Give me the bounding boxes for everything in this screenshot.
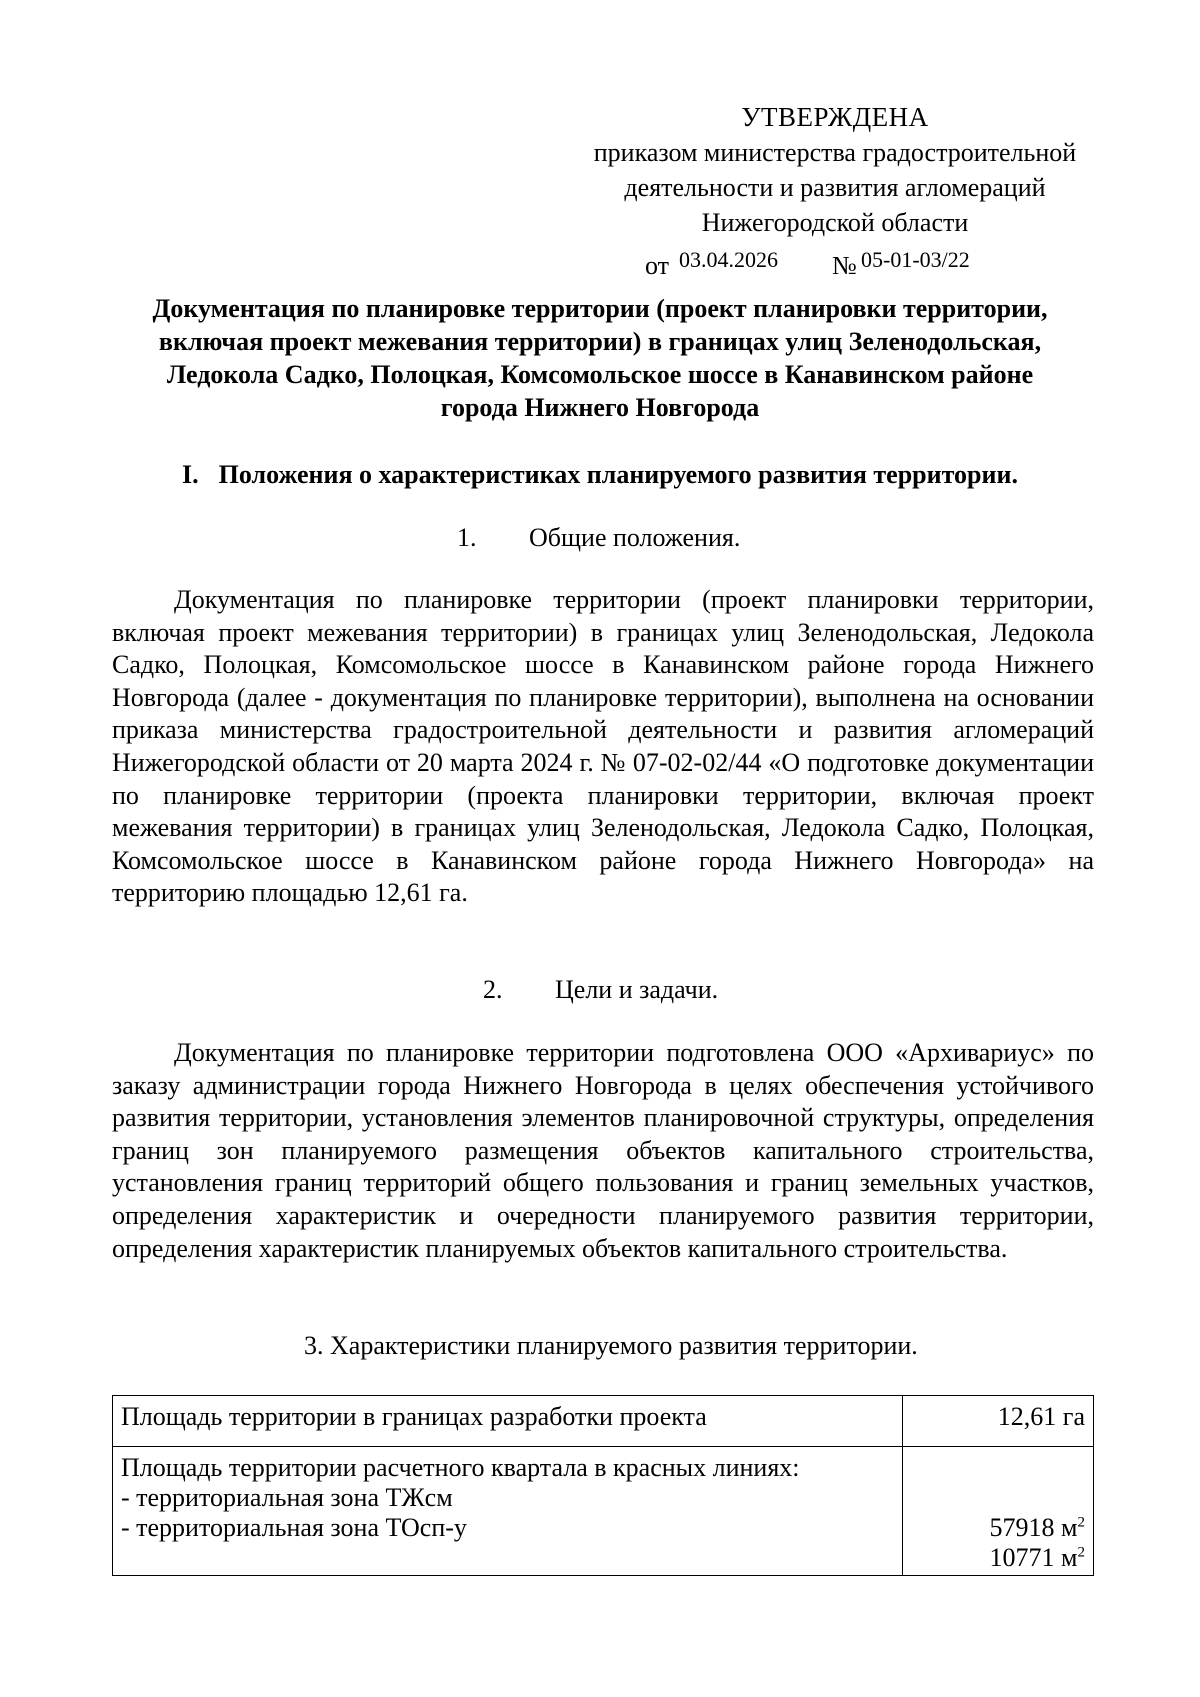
approval-line: деятельности и развития агломераций bbox=[624, 173, 1046, 202]
order-number: 05-01-03/22 bbox=[861, 247, 970, 272]
paragraph-text: Документация по планировке территории подготовлена ООО «Архивариус» по заказу администрации города Нижнего Новгорода в целях обеспечения устойчивого развития территории, установления элементов планировочной структуры, определения границ зон планируемого размещения объектов капитального строительства, установления границ территорий общего пользования и границ земельных участков, определения характеристик и очередности планируемого развития территории, определения характеристик планируемых объектов капитального строительства. bbox=[112, 1038, 1094, 1263]
zone-item-value: 57918 $м^2$ bbox=[989, 1513, 1085, 1542]
section-heading bbox=[112, 458, 1088, 491]
document-title-line: города Нижнего Новгорода bbox=[440, 393, 760, 422]
table-cell-value: 12,61 га bbox=[903, 1396, 1094, 1447]
table-row bbox=[113, 1396, 1094, 1447]
date-prefix: от bbox=[645, 251, 670, 280]
subsection-heading bbox=[457, 521, 740, 554]
table-row bbox=[113, 1447, 1094, 1576]
zone-item-label: - территориальная зона ТЖсм bbox=[121, 1483, 453, 1512]
approval-title: УТВЕРЖДЕНА bbox=[741, 102, 929, 132]
subsection-number: 2. bbox=[483, 975, 503, 1004]
paragraph-text: Документация по планировке территории (проект планировки территории, включая проект межевания территории) в границах улиц Зеленодольская, Ледокола Садко, Полоцкая, Комсомольское шоссе в Канавинском районе города Нижнего Новгорода (далее - документация по планировке территории), выполнена на основании приказа министерства градостроительной деятельности и развития агломераций Нижегородской области от 20 марта 2024 г. № 07-02-02/44 «О подготовке документации по планировке территории (проекта планировки территории, включая проект межевания территории) в границах улиц Зеленодольская, Ледокола Садко, Полоцкая, Комсомольское шоссе в Канавинском районе города Нижнего Новгорода» на территорию площадью 12,61 га. bbox=[112, 585, 1094, 908]
subsection-heading bbox=[483, 973, 718, 1006]
subsection-title: 3. Характеристики планируемого развития территории. bbox=[304, 1331, 918, 1360]
goals-paragraph bbox=[112, 1037, 1094, 1265]
document-title-line: включая проект межевания территории) в границах улиц Зеленодольская, bbox=[158, 327, 1042, 356]
zone-item-label: - территориальная зона ТОсп-у bbox=[121, 1513, 467, 1542]
subsection-title: Общие положения. bbox=[529, 523, 741, 552]
subsection-number: 1. bbox=[457, 523, 477, 552]
general-provisions-paragraph bbox=[112, 584, 1094, 910]
number-prefix: № bbox=[832, 251, 857, 280]
table-cell-label: Площадь территории в границах разработки проекта bbox=[113, 1396, 903, 1447]
section-number: I. bbox=[182, 460, 199, 489]
unit-superscript: 2 bbox=[1077, 1544, 1085, 1561]
subsection-heading bbox=[304, 1329, 918, 1362]
table-cell-value bbox=[903, 1447, 1094, 1576]
approval-line: Нижегородской области bbox=[701, 208, 969, 237]
approval-dateline bbox=[555, 242, 1115, 278]
section-title: Положения о характеристиках планируемого развития территории. bbox=[218, 460, 1018, 489]
characteristics-table bbox=[112, 1395, 1094, 1576]
table-cell-text: Площадь территории расчетного квартала в красных линиях: bbox=[121, 1453, 800, 1482]
subsection-title: Цели и задачи. bbox=[555, 975, 719, 1004]
approval-stamp bbox=[555, 100, 1115, 278]
zone-item-value: 10771 $м^2$ bbox=[989, 1543, 1085, 1572]
unit-superscript: 2 bbox=[1077, 1514, 1085, 1531]
document-title bbox=[112, 292, 1088, 424]
document-title-line: Документация по планировке территории (проект планировки территории, bbox=[152, 294, 1048, 323]
table-cell-label bbox=[113, 1447, 903, 1576]
document-title-line: Ледокола Садко, Полоцкая, Комсомольское шоссе в Канавинском районе bbox=[166, 360, 1034, 389]
order-date: 03.04.2026 bbox=[679, 247, 778, 272]
approval-line: приказом министерства градостроительной bbox=[593, 138, 1077, 167]
